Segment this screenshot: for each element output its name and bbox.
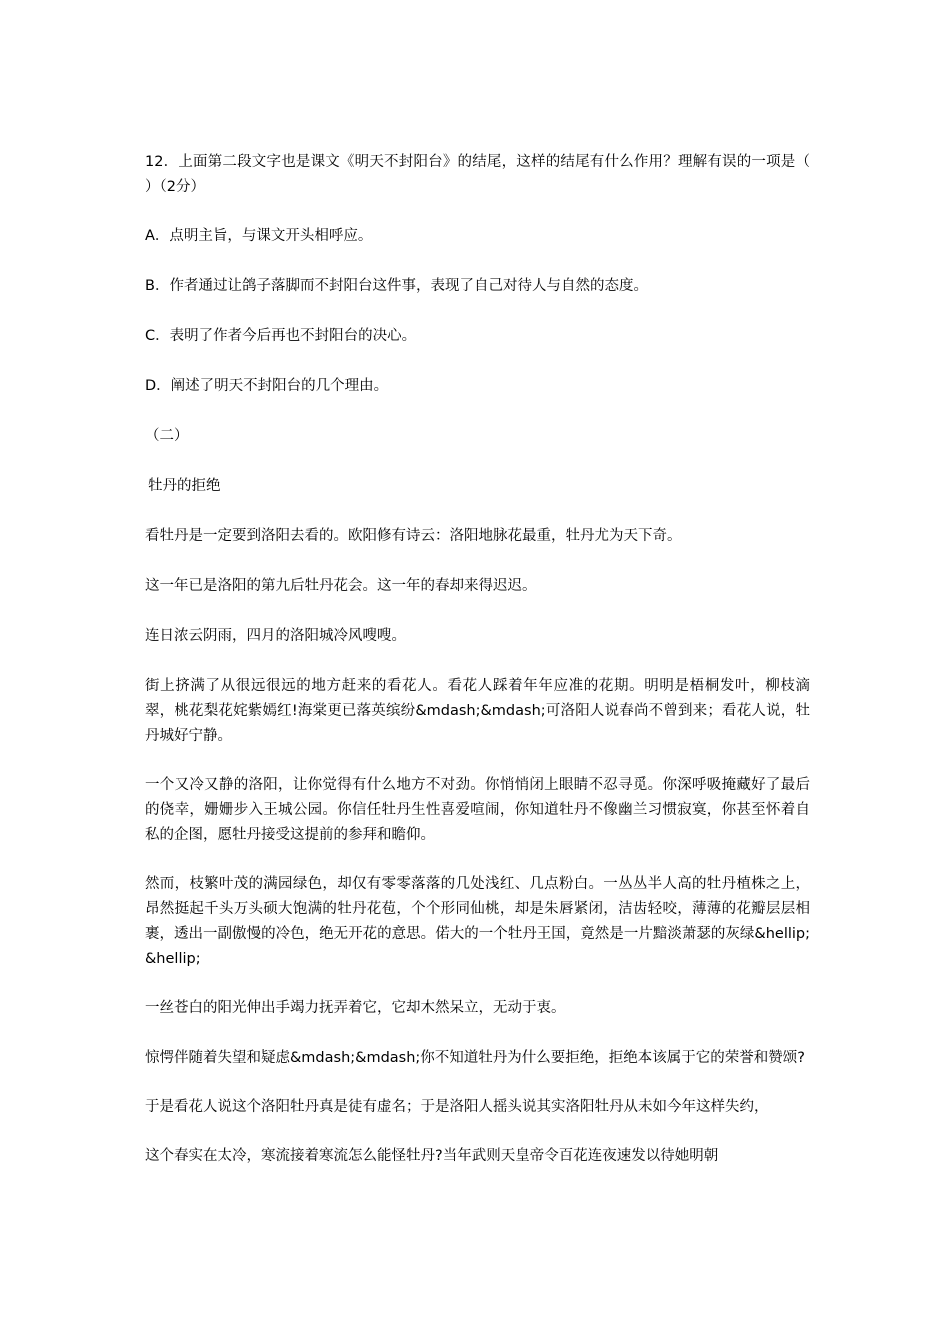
option-b: B．作者通过让鸽子落脚而不封阳台这件事，表现了自己对待人与自然的态度。: [145, 278, 648, 294]
article-title: 牡丹的拒绝: [148, 478, 221, 494]
paragraph: 一个又冷又静的洛阳，让你觉得有什么地方不对劲。你悄悄闭上眼睛不忍寻觅。你深呼吸掩藏好了最后的侥幸，姗姗步入王城公园。你信任牡丹生性喜爱喧闹，你知道牡丹不像幽兰习惯寂寞，你甚至怀着自私的企图，愿牡丹接受这提前的参拜和瞻仰。: [145, 777, 810, 843]
paragraph: 看牡丹是一定要到洛阳去看的。欧阳修有诗云：洛阳地脉花最重，牡丹尤为天下奇。: [145, 528, 682, 544]
paragraph: 于是看花人说这个洛阳牡丹真是徒有虚名；于是洛阳人摇头说其实洛阳牡丹从未如今年这样失约，: [145, 1099, 769, 1115]
paragraph: 连日浓云阴雨，四月的洛阳城冷风嗖嗖。: [145, 628, 406, 644]
document-page: [145, 150, 839, 1194]
option-d: D．阐述了明天不封阳台的几个理由。: [145, 378, 389, 394]
paragraph: 一丝苍白的阳光伸出手竭力抚弄着它，它却木然呆立，无动于衷。: [145, 1000, 566, 1016]
paragraph: 街上挤满了从很远很远的地方赶来的看花人。看花人踩着年年应准的花期。明明是梧桐发叶，柳枝滴翠，桃花梨花姹紫嫣红!海棠更已落英缤纷&mdash;&mdash;可洛阳人说春尚不曾到来；看花人说，牡丹城好宁静。: [145, 678, 810, 744]
paragraph: 这个春实在太冷，寒流接着寒流怎么能怪牡丹?当年武则天皇帝令百花连夜速发以待她明朝: [145, 1148, 719, 1164]
question-stem: 12．上面第二段文字也是课文《明天不封阳台》的结尾，这样的结尾有什么作用？理解有误的一项是（ ）（2分）: [145, 154, 839, 195]
section-number: （二）: [145, 428, 189, 444]
paragraph: 惊愕伴随着失望和疑虑&mdash;&mdash;你不知道牡丹为什么要拒绝，拒绝本该属于它的荣誉和赞颂?: [145, 1050, 805, 1066]
paragraph: 这一年已是洛阳的第九后牡丹花会。这一年的春却来得迟迟。: [145, 578, 537, 594]
paragraph: 然而，枝繁叶茂的满园绿色，却仅有零零落落的几处浅红、几点粉白。一丛丛半人高的牡丹植株之上，昂然挺起千头万头硕大饱满的牡丹花苞，个个形同仙桃，却是朱唇紧闭，洁齿轻咬，薄薄的花瓣层层相裹，透出一副傲慢的冷色，绝无开花的意思。偌大的一个牡丹王国，竟然是一片黯淡萧瑟的灰绿&hellip;&hellip;: [145, 876, 810, 967]
option-a: A．点明主旨，与课文开头相呼应。: [145, 228, 373, 244]
option-c: C．表明了作者今后再也不封阳台的决心。: [145, 328, 417, 344]
